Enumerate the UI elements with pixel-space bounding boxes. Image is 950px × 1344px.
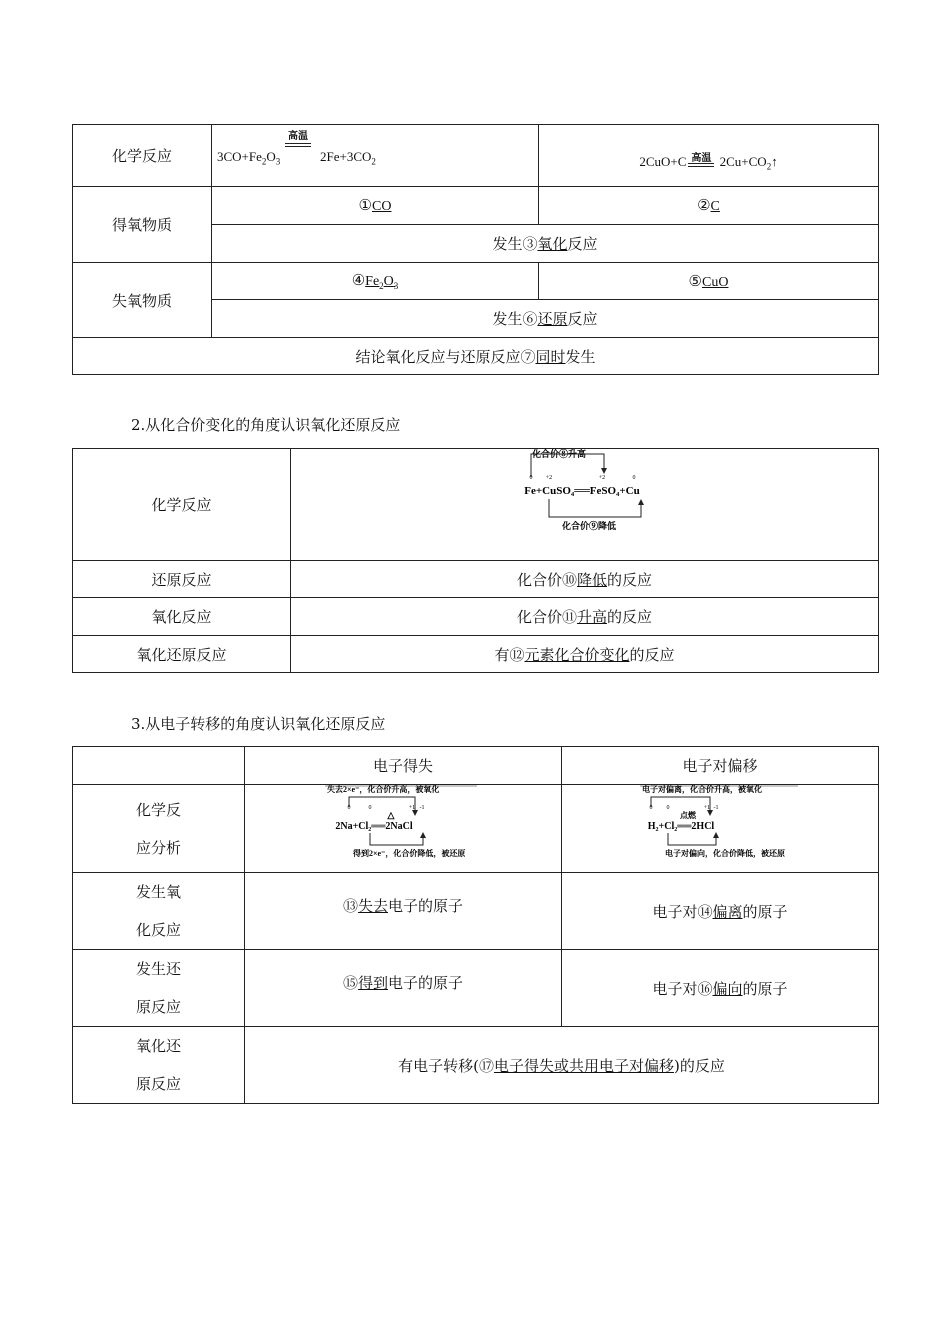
oxidation-def: 化合价⑪升高的反应 xyxy=(291,598,879,636)
reduced-atom-b: 电子对⑯偏向的原子 xyxy=(562,950,879,1027)
val-na-0: 0 xyxy=(347,805,351,811)
row-label-lose: 失氧物质 xyxy=(73,263,212,338)
reduction-def: 化合价⑩降低的反应 xyxy=(291,561,879,598)
valence-bottom-label: 化合价⑨降低 xyxy=(561,521,617,531)
reduced-atom-a: ⑮得到电子的原子 xyxy=(245,950,562,1027)
redox-def: 有⑫元素化合价变化的反应 xyxy=(291,636,879,673)
row-label-analysis: 化学反 应分析 xyxy=(73,785,245,873)
lose-substance-b: ⑤CuO xyxy=(539,263,879,300)
table-electron-view xyxy=(72,746,879,1104)
equation-cuo-c: 2CuO+C 高温 $2Cu+CO_2↑$ xyxy=(539,125,879,187)
gas-arrow: ↑ xyxy=(771,153,778,169)
valence-top-label: 化合价⑧升高 xyxy=(531,449,587,459)
val-cl-0: 0 xyxy=(368,805,372,811)
gain-note: 发生③氧化反应 xyxy=(212,225,879,263)
condition-ignite: 点燃 xyxy=(680,811,696,820)
electron-gain-label: 得到2×e⁻，化合价降低，被还原 xyxy=(353,849,466,858)
equation-h-cl: H₂+Cl₂══2HCl xyxy=(647,821,715,832)
row-label-undergo-reduction: 发生还 原反应 xyxy=(73,950,245,1027)
pair-away-label: 电子对偏离，化合价升高，被氧化 xyxy=(642,785,762,794)
row-label-reaction: 化学反应 xyxy=(73,125,212,187)
electron-loss-label: 失去2×e⁻，化合价升高，被氧化 xyxy=(327,785,440,794)
condition-heat: △ xyxy=(387,810,395,820)
electron-gain-loss-diagram xyxy=(245,785,562,873)
row-label-redox-2: 氧化还 原反应 xyxy=(73,1027,245,1104)
lose-note: 发生⑥还原反应 xyxy=(212,300,879,338)
equation-co-fe2o3: 高温 $3CO+Fe_2O_3$ $2Fe+3CO_2$ xyxy=(212,125,539,187)
table-oxygen-view xyxy=(72,124,879,375)
section-heading-3: 3.从电子转移的角度认识氧化还原反应 xyxy=(131,715,386,733)
corner-cell xyxy=(73,747,245,785)
val-cl-minus1-b: -1 xyxy=(713,805,719,811)
col-header-shift: 电子对偏移 xyxy=(562,747,879,785)
table-valence-view xyxy=(72,448,879,673)
valence-cu-2: +2 xyxy=(545,475,553,481)
valence-fe-0: 0 xyxy=(529,475,533,481)
valence-equation: Fe+CuSO₄══FeSO₄+Cu xyxy=(524,485,640,497)
redox-electron-def: 有电子转移(⑰电子得失或共用电子对偏移)的反应 xyxy=(245,1027,879,1104)
conclusion: 结论氧化反应与还原反应⑦同时发生 xyxy=(73,338,879,375)
val-cl2-0: 0 xyxy=(666,805,670,811)
oxidized-atom-b: 电子对⑭偏离的原子 xyxy=(562,873,879,950)
row-label-gain: 得氧物质 xyxy=(73,187,212,263)
gain-substance-a: ①CO xyxy=(212,187,539,225)
val-h-0: 0 xyxy=(649,805,653,811)
val-cl-minus1: -1 xyxy=(419,805,425,811)
val-h-plus1: +1 xyxy=(703,805,711,811)
oxidized-atom-a: ⑬失去电子的原子 xyxy=(245,873,562,950)
row-label-undergo-oxidation: 发生氧 化反应 xyxy=(73,873,245,950)
val-na-plus1: +1 xyxy=(408,805,416,811)
row-label-oxidation: 氧化反应 xyxy=(73,598,291,636)
lose-substance-a: $④Fe_2O_3$ xyxy=(212,263,539,300)
valence-diagram xyxy=(291,449,879,561)
section-heading-2: 2.从化合价变化的角度认识氧化还原反应 xyxy=(131,416,401,434)
row-label-reaction-2: 化学反应 xyxy=(73,449,291,561)
gain-substance-b: ②C xyxy=(539,187,879,225)
valence-fe-2: +2 xyxy=(598,475,606,481)
condition-high-temp-2: 高温 xyxy=(691,153,712,165)
row-label-reduction: 还原反应 xyxy=(73,561,291,598)
equation-na-cl: 2Na+Cl₂══2NaCl xyxy=(335,821,413,832)
col-header-gain-loss: 电子得失 xyxy=(245,747,562,785)
row-label-redox: 氧化还原反应 xyxy=(73,636,291,673)
pair-toward-label: 电子对偏向，化合价降低，被还原 xyxy=(665,849,785,858)
condition-high-temp: 高温 xyxy=(288,131,308,142)
electron-shift-diagram xyxy=(562,785,879,873)
valence-cu-0: 0 xyxy=(632,475,636,481)
